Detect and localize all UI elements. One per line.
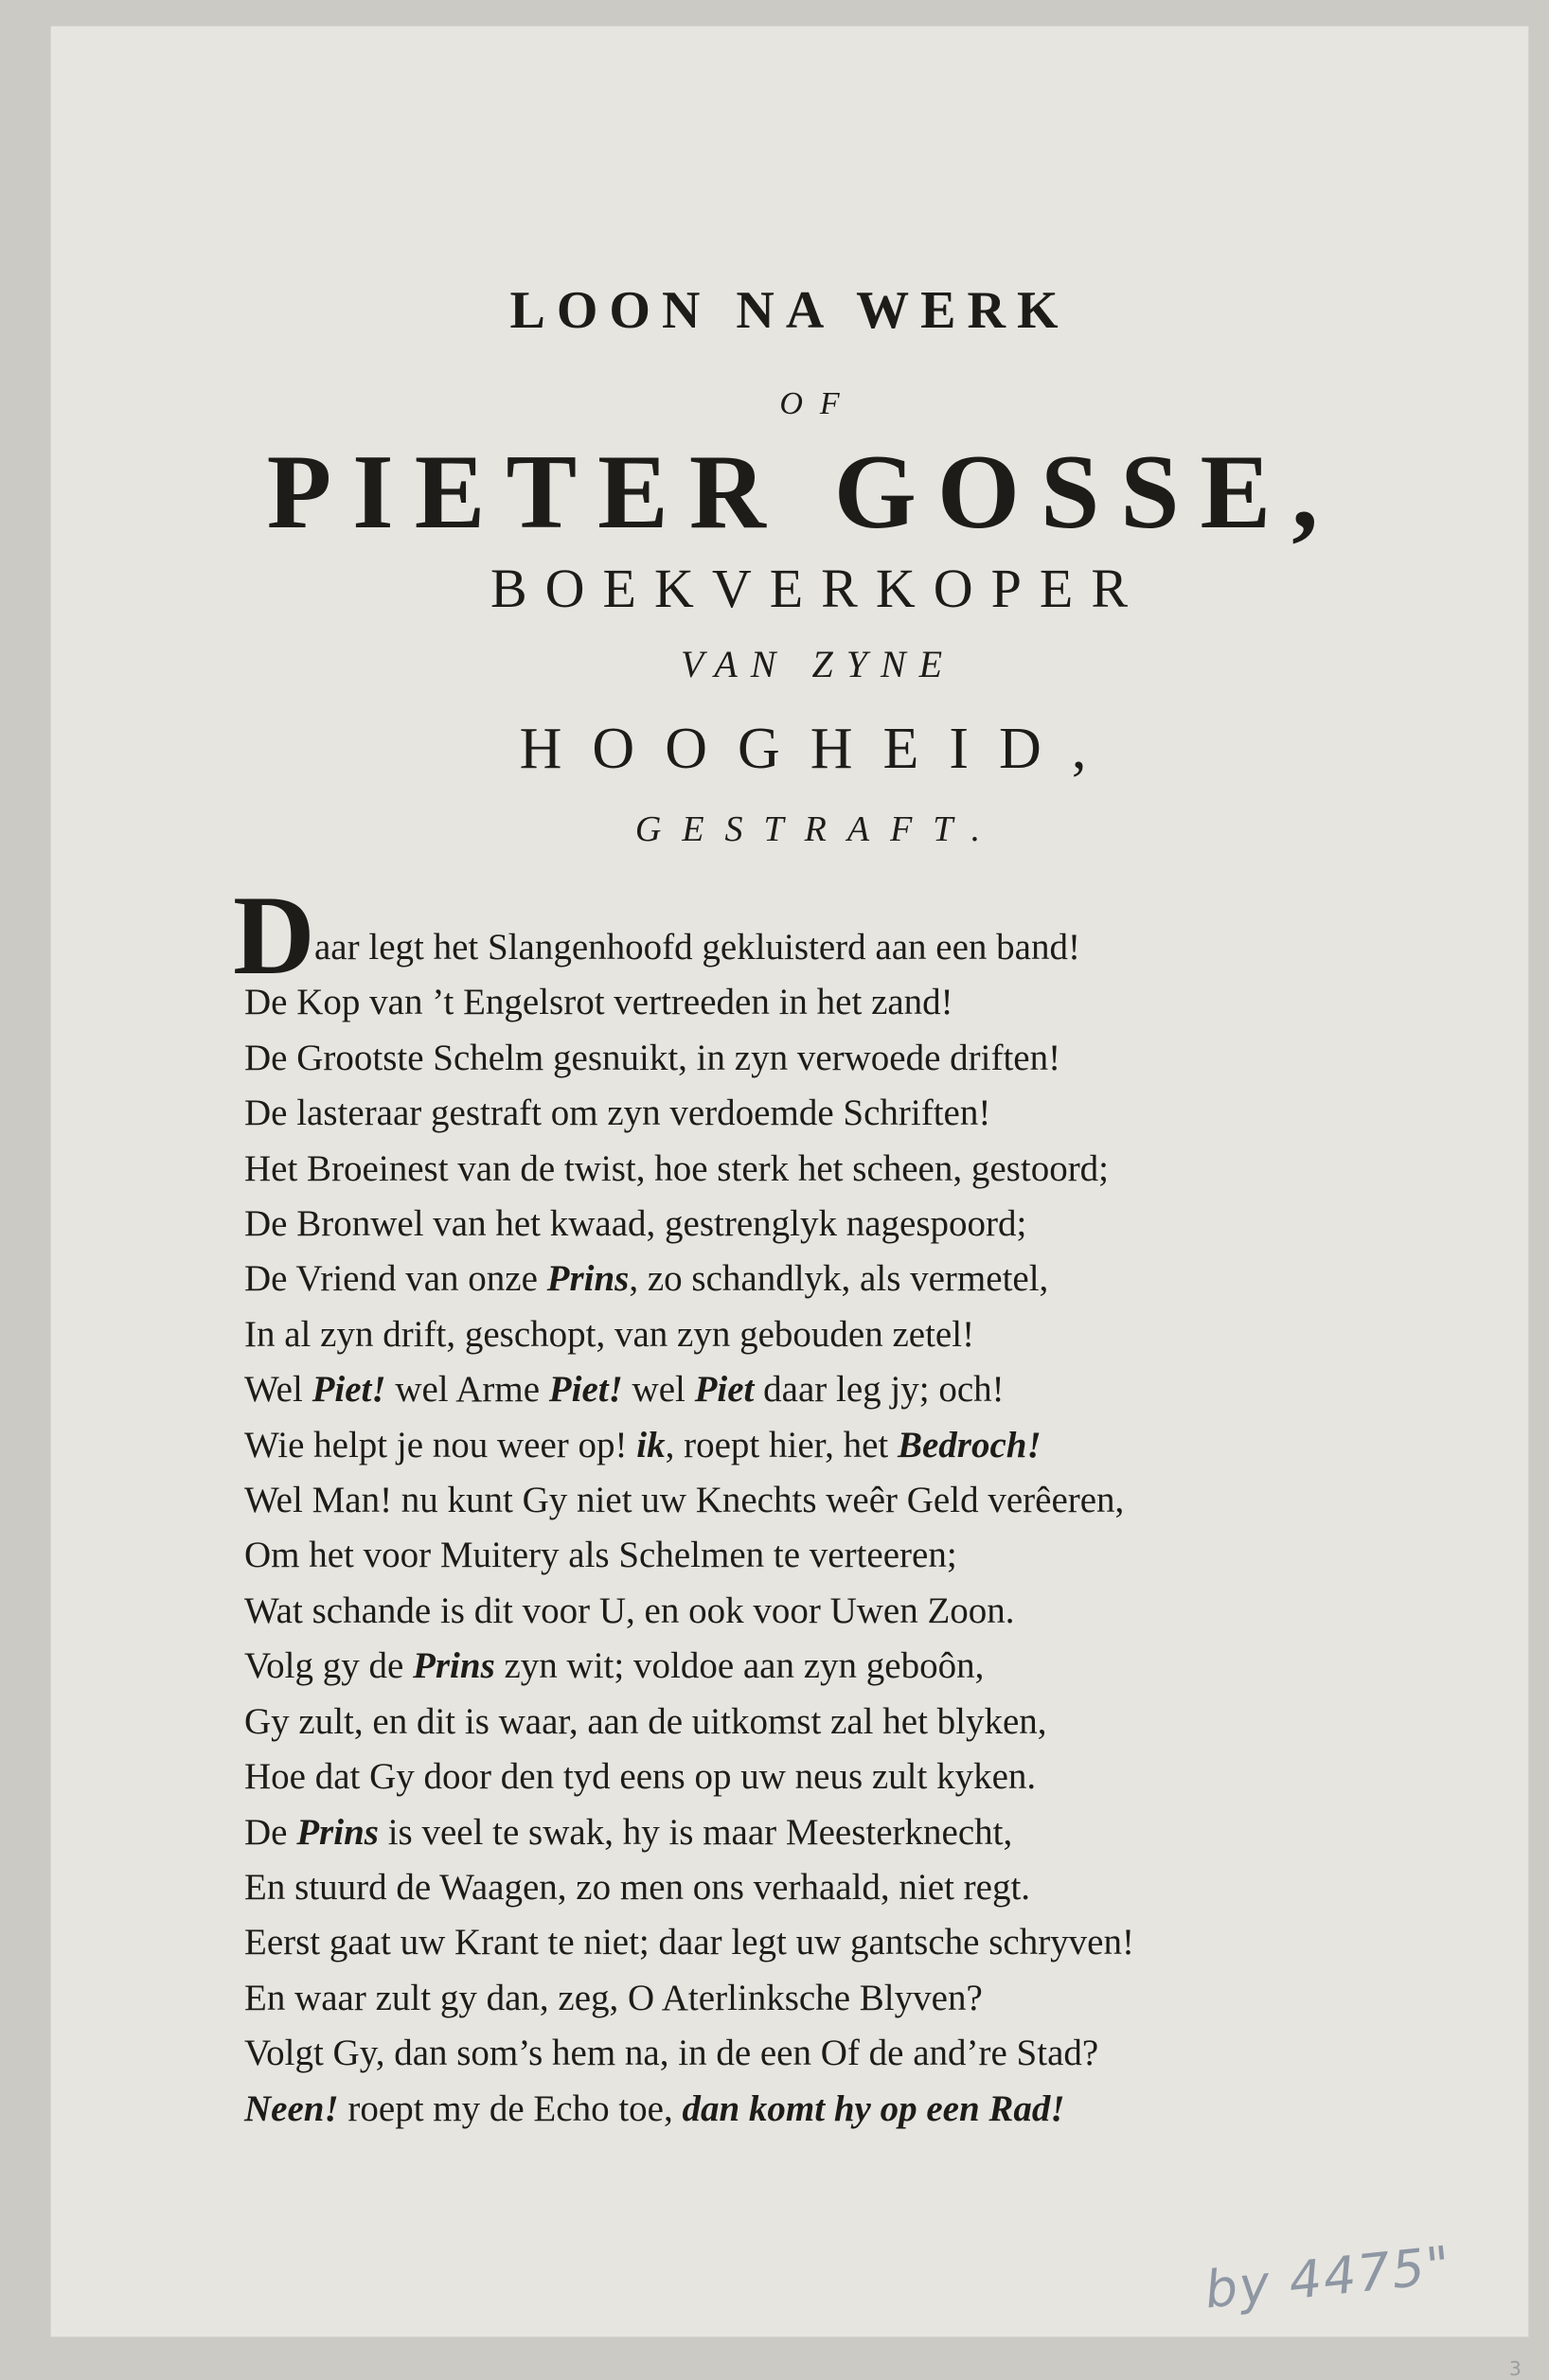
poem-lines [244, 975, 1380, 2137]
inventory-number: by 4475" [1202, 2234, 1455, 2320]
title-pieter-gosse: PIETER GOSSE, [266, 434, 1340, 551]
poem-line-14 [244, 1639, 1380, 1694]
text-run: Wat schande is dit voor U, en ook voor Uwen Zoon. [244, 1590, 1015, 1631]
poem-line-19 [244, 1915, 1380, 1970]
text-run: daar leg jy; och! [754, 1369, 1005, 1411]
poem-line-4 [244, 1086, 1380, 1141]
title-hoogheid: HOOGHEID, [519, 717, 1117, 781]
italic-word: Bedroch! [897, 1424, 1042, 1465]
poem-line-16 [244, 1749, 1380, 1804]
italic-word: Prins [413, 1645, 495, 1687]
corner-mark: 3 [1509, 2357, 1522, 2380]
text-run: En stuurd de Waagen, zo men ons verhaald, niet regt. [244, 1866, 1031, 1908]
poem-line-2 [244, 975, 1380, 1030]
text-run: wel [622, 1369, 695, 1411]
text-run: De Vriend van onze [244, 1258, 547, 1300]
text-run: De [244, 1811, 297, 1853]
text-run: Gy zult, en dit is waar, aan de uitkomst zal het blyken, [244, 1700, 1047, 1742]
text-run: , zo schandlyk, als vermetel, [629, 1258, 1049, 1300]
text-run: De Bronwel van het kwaad, gestrenglyk nagespoord; [244, 1203, 1027, 1245]
text-run: Het Broeinest van de twist, hoe sterk het scheen, gestoord; [244, 1147, 1110, 1189]
text-run: zyn wit; voldoe aan zyn geboôn, [494, 1645, 985, 1687]
title-van-zyne: VAN ZYNE [680, 643, 956, 685]
poem-line-18 [244, 1860, 1380, 1915]
poem-line-8 [244, 1307, 1380, 1362]
text-run: Eerst gaat uw Krant te niet; daar legt uw gantsche schryven! [244, 1922, 1134, 1963]
italic-word: Piet! [312, 1369, 386, 1411]
italic-word: Neen! [244, 2087, 339, 2129]
text-run: De Kop van ’t Engelsrot vertreeden in het zand! [244, 982, 953, 1023]
poem-line-3 [244, 1031, 1380, 1086]
text-run: Volgt Gy, dan som’s hem na, in de een Of de and’re Stad? [244, 2033, 1099, 2074]
poem-line-21 [244, 2026, 1380, 2081]
italic-word: Prins [546, 1258, 630, 1300]
drop-cap: D [233, 872, 315, 998]
italic-word: dan komt hy op een Rad! [682, 2087, 1065, 2129]
text-run: In al zyn drift, geschopt, van zyn gebouden zetel! [244, 1313, 975, 1355]
poem-line-12 [244, 1528, 1380, 1583]
poem-line-11 [244, 1473, 1380, 1528]
poem-line-13 [244, 1584, 1380, 1639]
text-run: Om het voor Muitery als Schelmen te verteeren; [244, 1535, 957, 1576]
text-run: is veel te swak, hy is maar Meesterknecht, [378, 1811, 1013, 1853]
poem-line-6 [244, 1197, 1380, 1252]
text-run: roept my de Echo toe, [338, 2087, 683, 2129]
broadside-sheet [51, 27, 1528, 2380]
poem-line-7 [244, 1252, 1380, 1306]
poem-line-10 [244, 1418, 1380, 1473]
title-of: OF [779, 386, 857, 421]
italic-word: Piet [694, 1369, 755, 1411]
poem-line-20 [244, 1971, 1380, 2026]
italic-word: Prins [296, 1811, 379, 1853]
title-loon-na-werk: LOON NA WERK [509, 281, 1070, 340]
poem-line-17 [244, 1805, 1380, 1860]
poem-line-1: aar legt het Slangenhoofd gekluisterd aan een band! [314, 927, 1080, 968]
text-run: wel Arme [385, 1369, 549, 1411]
text-run: Hoe dat Gy door den tyd eens op uw neus zult kyken. [244, 1756, 1037, 1798]
poem-line-5 [244, 1142, 1380, 1197]
title-boekverkoper: BOEKVERKOPER [490, 558, 1147, 619]
text-run: Wel Man! nu kunt Gy niet uw Knechts weêr Geld verêeren, [244, 1480, 1125, 1521]
poem-line-15 [244, 1695, 1380, 1749]
text-run: En waar zult gy dan, zeg, O Aterlinksche Blyven? [244, 1977, 983, 2018]
poem-body [233, 872, 1380, 2137]
title-gestraft: GESTRAFT. [634, 809, 1002, 849]
poem-line-9 [244, 1362, 1380, 1417]
text-run: Volg gy de [244, 1645, 414, 1687]
italic-word: Piet! [548, 1369, 623, 1411]
text-run: De lasteraar gestraft om zyn verdoemde Schriften! [244, 1092, 991, 1134]
text-run: Wie helpt je nou weer op! [244, 1424, 637, 1465]
italic-word: ik [636, 1424, 666, 1465]
text-run: De Grootste Schelm gesnuikt, in zyn verwoede driften! [244, 1037, 1061, 1078]
text-run: Wel [244, 1369, 312, 1411]
text-run: , roept hier, het [665, 1424, 898, 1465]
poem-line-22 [244, 2082, 1380, 2137]
